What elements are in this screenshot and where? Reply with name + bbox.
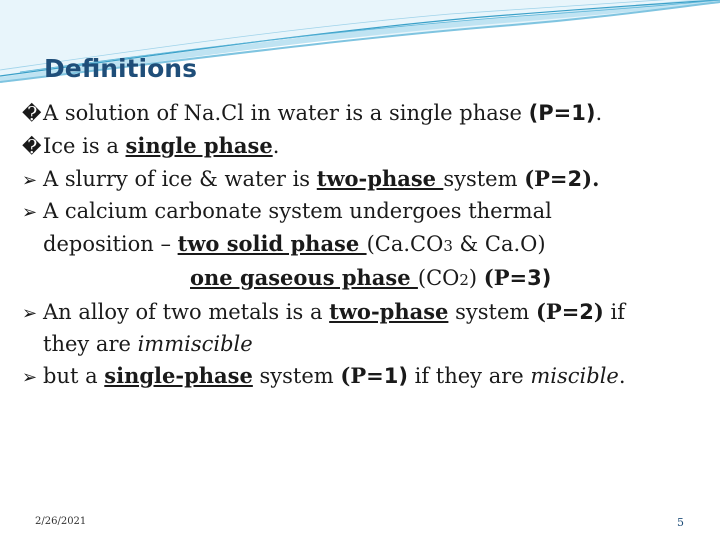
- arrow-bullet-icon: ➢: [22, 202, 38, 223]
- list-item-continuation: one gaseous phase (CO2) (P=3): [190, 265, 552, 290]
- bullet-box-icon: �: [22, 136, 42, 158]
- list-item: ➢ A slurry of ice & water is two-phase system (P=2).: [22, 163, 702, 196]
- bullet-box-icon: �: [22, 103, 42, 125]
- arrow-bullet-icon: ➢: [22, 367, 38, 388]
- arrow-bullet-icon: ➢: [22, 303, 38, 324]
- page-number: 5: [677, 516, 684, 529]
- footer-date: 2/26/2021: [35, 516, 87, 527]
- list-item: ➢ A calcium carbonate system undergoes thermal: [22, 196, 702, 228]
- list-item: � Ice is a single phase.: [22, 130, 702, 163]
- arrow-bullet-icon: ➢: [22, 170, 38, 191]
- list-item: � A solution of Na.Cl in water is a single phase (P=1).: [22, 98, 702, 130]
- list-item-continuation: they are immiscible: [43, 332, 253, 356]
- list-item: ➢ but a single-phase system (P=1) if they are miscible.: [22, 360, 702, 393]
- slide-body: [22, 98, 702, 393]
- slide-title: Definitions: [44, 54, 197, 83]
- list-item-continuation: deposition – two solid phase (Ca.CO3 & Ca.O): [43, 231, 546, 256]
- list-item: ➢ An alloy of two metals is a two-phase system (P=2) if: [22, 296, 702, 329]
